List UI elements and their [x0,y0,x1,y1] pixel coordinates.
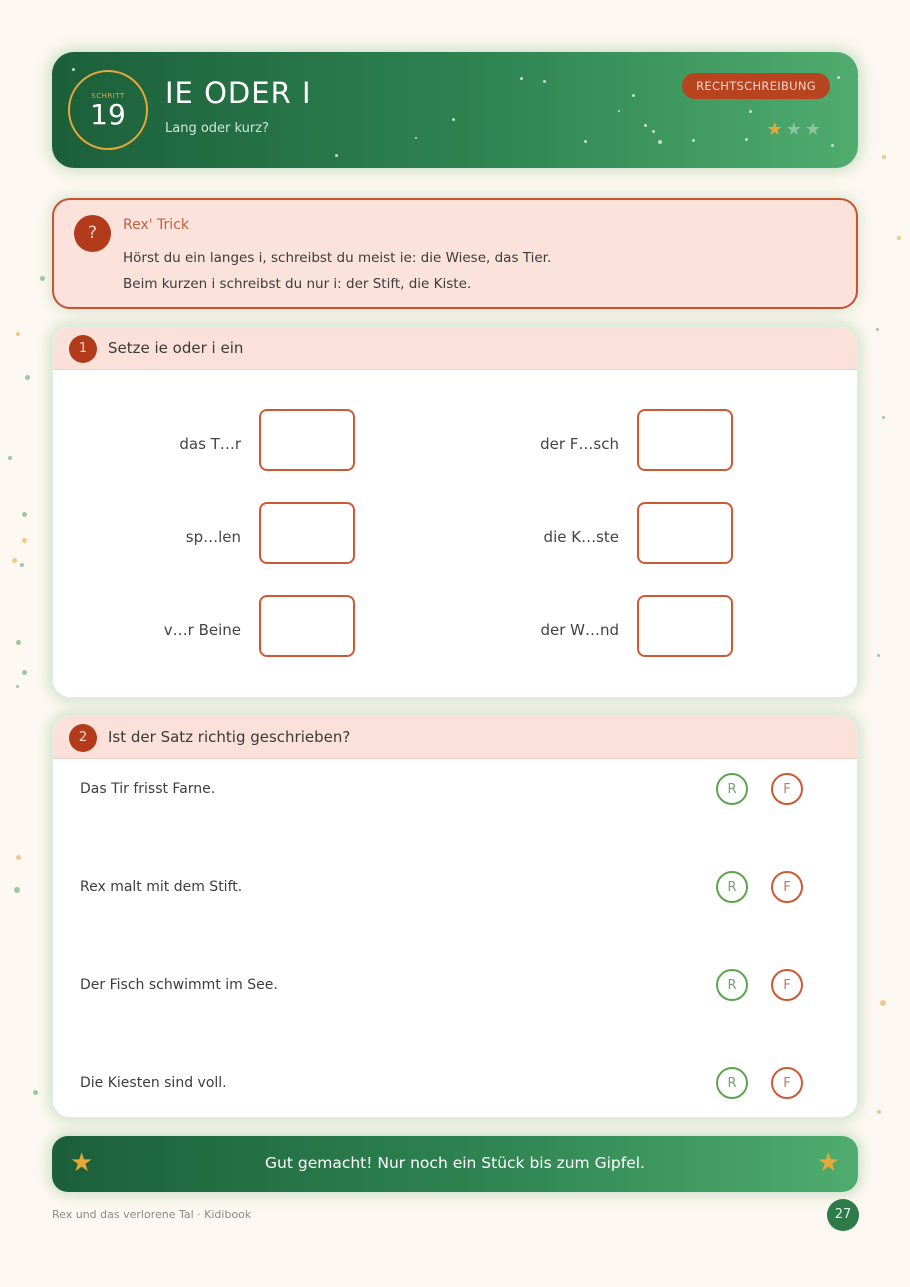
gap-word: das T…r [179,435,241,453]
footer-credit: Rex und das verlorene Tal · Kidibook [52,1208,252,1221]
sparkle [644,124,647,127]
sparkle [745,138,748,141]
false-option-button[interactable]: F [771,773,803,805]
background-dot [12,558,17,563]
background-dot [16,332,20,336]
exercise-header [53,327,857,370]
exercise-title: Setze ie oder i ein [108,339,244,357]
answer-box[interactable] [637,502,733,564]
sparkle [652,130,655,133]
page-subtitle: Lang oder kurz? [165,121,269,136]
tip-text: Beim kurzen i schreibst du nur i: der Stift, die Kiste. [123,276,472,292]
background-dot [877,1110,881,1114]
encouragement-text: Gut gemacht! Nur noch ein Stück bis zum Gipfel. [265,1154,645,1172]
sparkle [452,118,455,121]
background-dot [880,1000,886,1006]
page-number: 27 [827,1199,859,1231]
exercise-title: Ist der Satz richtig geschrieben? [108,728,351,746]
background-dot [25,375,30,380]
question-mark-icon: ? [74,215,111,252]
answer-box[interactable] [259,502,355,564]
background-dot [877,654,880,657]
background-dot [876,328,879,331]
background-dot [882,416,885,419]
sparkle [618,110,620,112]
category-badge: RECHTSCHREIBUNG [682,73,830,99]
tip-box [52,198,858,309]
sparkle [837,76,840,79]
page-title: IE ODER I [165,76,312,110]
step-label: SCHRITT [91,92,125,100]
step-badge [68,70,148,150]
true-option-button[interactable]: R [716,773,748,805]
false-option-button[interactable]: F [771,969,803,1001]
false-option-button[interactable]: F [771,1067,803,1099]
sentence: Die Kiesten sind voll. [80,1075,227,1091]
true-option-button[interactable]: R [716,1067,748,1099]
sparkle [692,139,695,142]
true-option-button[interactable]: R [716,969,748,1001]
background-dot [40,276,45,281]
gap-word: der W…nd [540,621,619,639]
background-dot [22,512,27,517]
tip-title: Rex' Trick [123,217,189,233]
gap-word: v…r Beine [163,621,241,639]
star-empty-icon: ★ [804,119,824,140]
sparkle [543,80,546,83]
sparkle [72,68,75,71]
sentence: Das Tir frisst Farne. [80,781,216,797]
star-filled-icon: ★ [766,119,786,140]
sparkle [749,110,752,113]
sparkle [415,137,417,139]
false-option-button[interactable]: F [771,871,803,903]
exercise-header [53,716,857,759]
answer-box[interactable] [259,409,355,471]
sparkle [831,144,834,147]
encouragement-banner [52,1136,858,1192]
gap-word: die K…ste [543,528,619,546]
sentence: Der Fisch schwimmt im See. [80,977,278,993]
background-dot [33,1090,38,1095]
sentence: Rex malt mit dem Stift. [80,879,243,895]
tip-text: Hörst du ein langes i, schreibst du meist ie: die Wiese, das Tier. [123,250,552,266]
chapter-header [52,52,858,168]
sparkle [632,94,635,97]
background-dot [16,640,21,645]
answer-box[interactable] [637,409,733,471]
sparkle [584,140,587,143]
star-icon: ★ [816,1148,840,1178]
sparkle [520,77,523,80]
exercise-number: 2 [69,724,97,752]
sparkle [658,140,662,144]
sparkle [335,154,338,157]
step-number: 19 [90,98,126,131]
star-icon: ★ [70,1148,94,1178]
background-dot [14,887,20,893]
background-dot [882,155,886,159]
exercise-1-card [52,326,858,698]
background-dot [16,685,19,688]
gap-word: der F…sch [540,435,619,453]
exercise-number: 1 [69,335,97,363]
gap-word: sp…len [185,528,241,546]
answer-box[interactable] [637,595,733,657]
background-dot [16,855,21,860]
difficulty-rating [767,119,824,140]
star-empty-icon: ★ [785,119,805,140]
background-dot [897,236,901,240]
answer-box[interactable] [259,595,355,657]
background-dot [20,563,24,567]
true-option-button[interactable]: R [716,871,748,903]
background-dot [8,456,12,460]
background-dot [22,538,27,543]
exercise-2-card [52,715,858,1118]
background-dot [22,670,27,675]
